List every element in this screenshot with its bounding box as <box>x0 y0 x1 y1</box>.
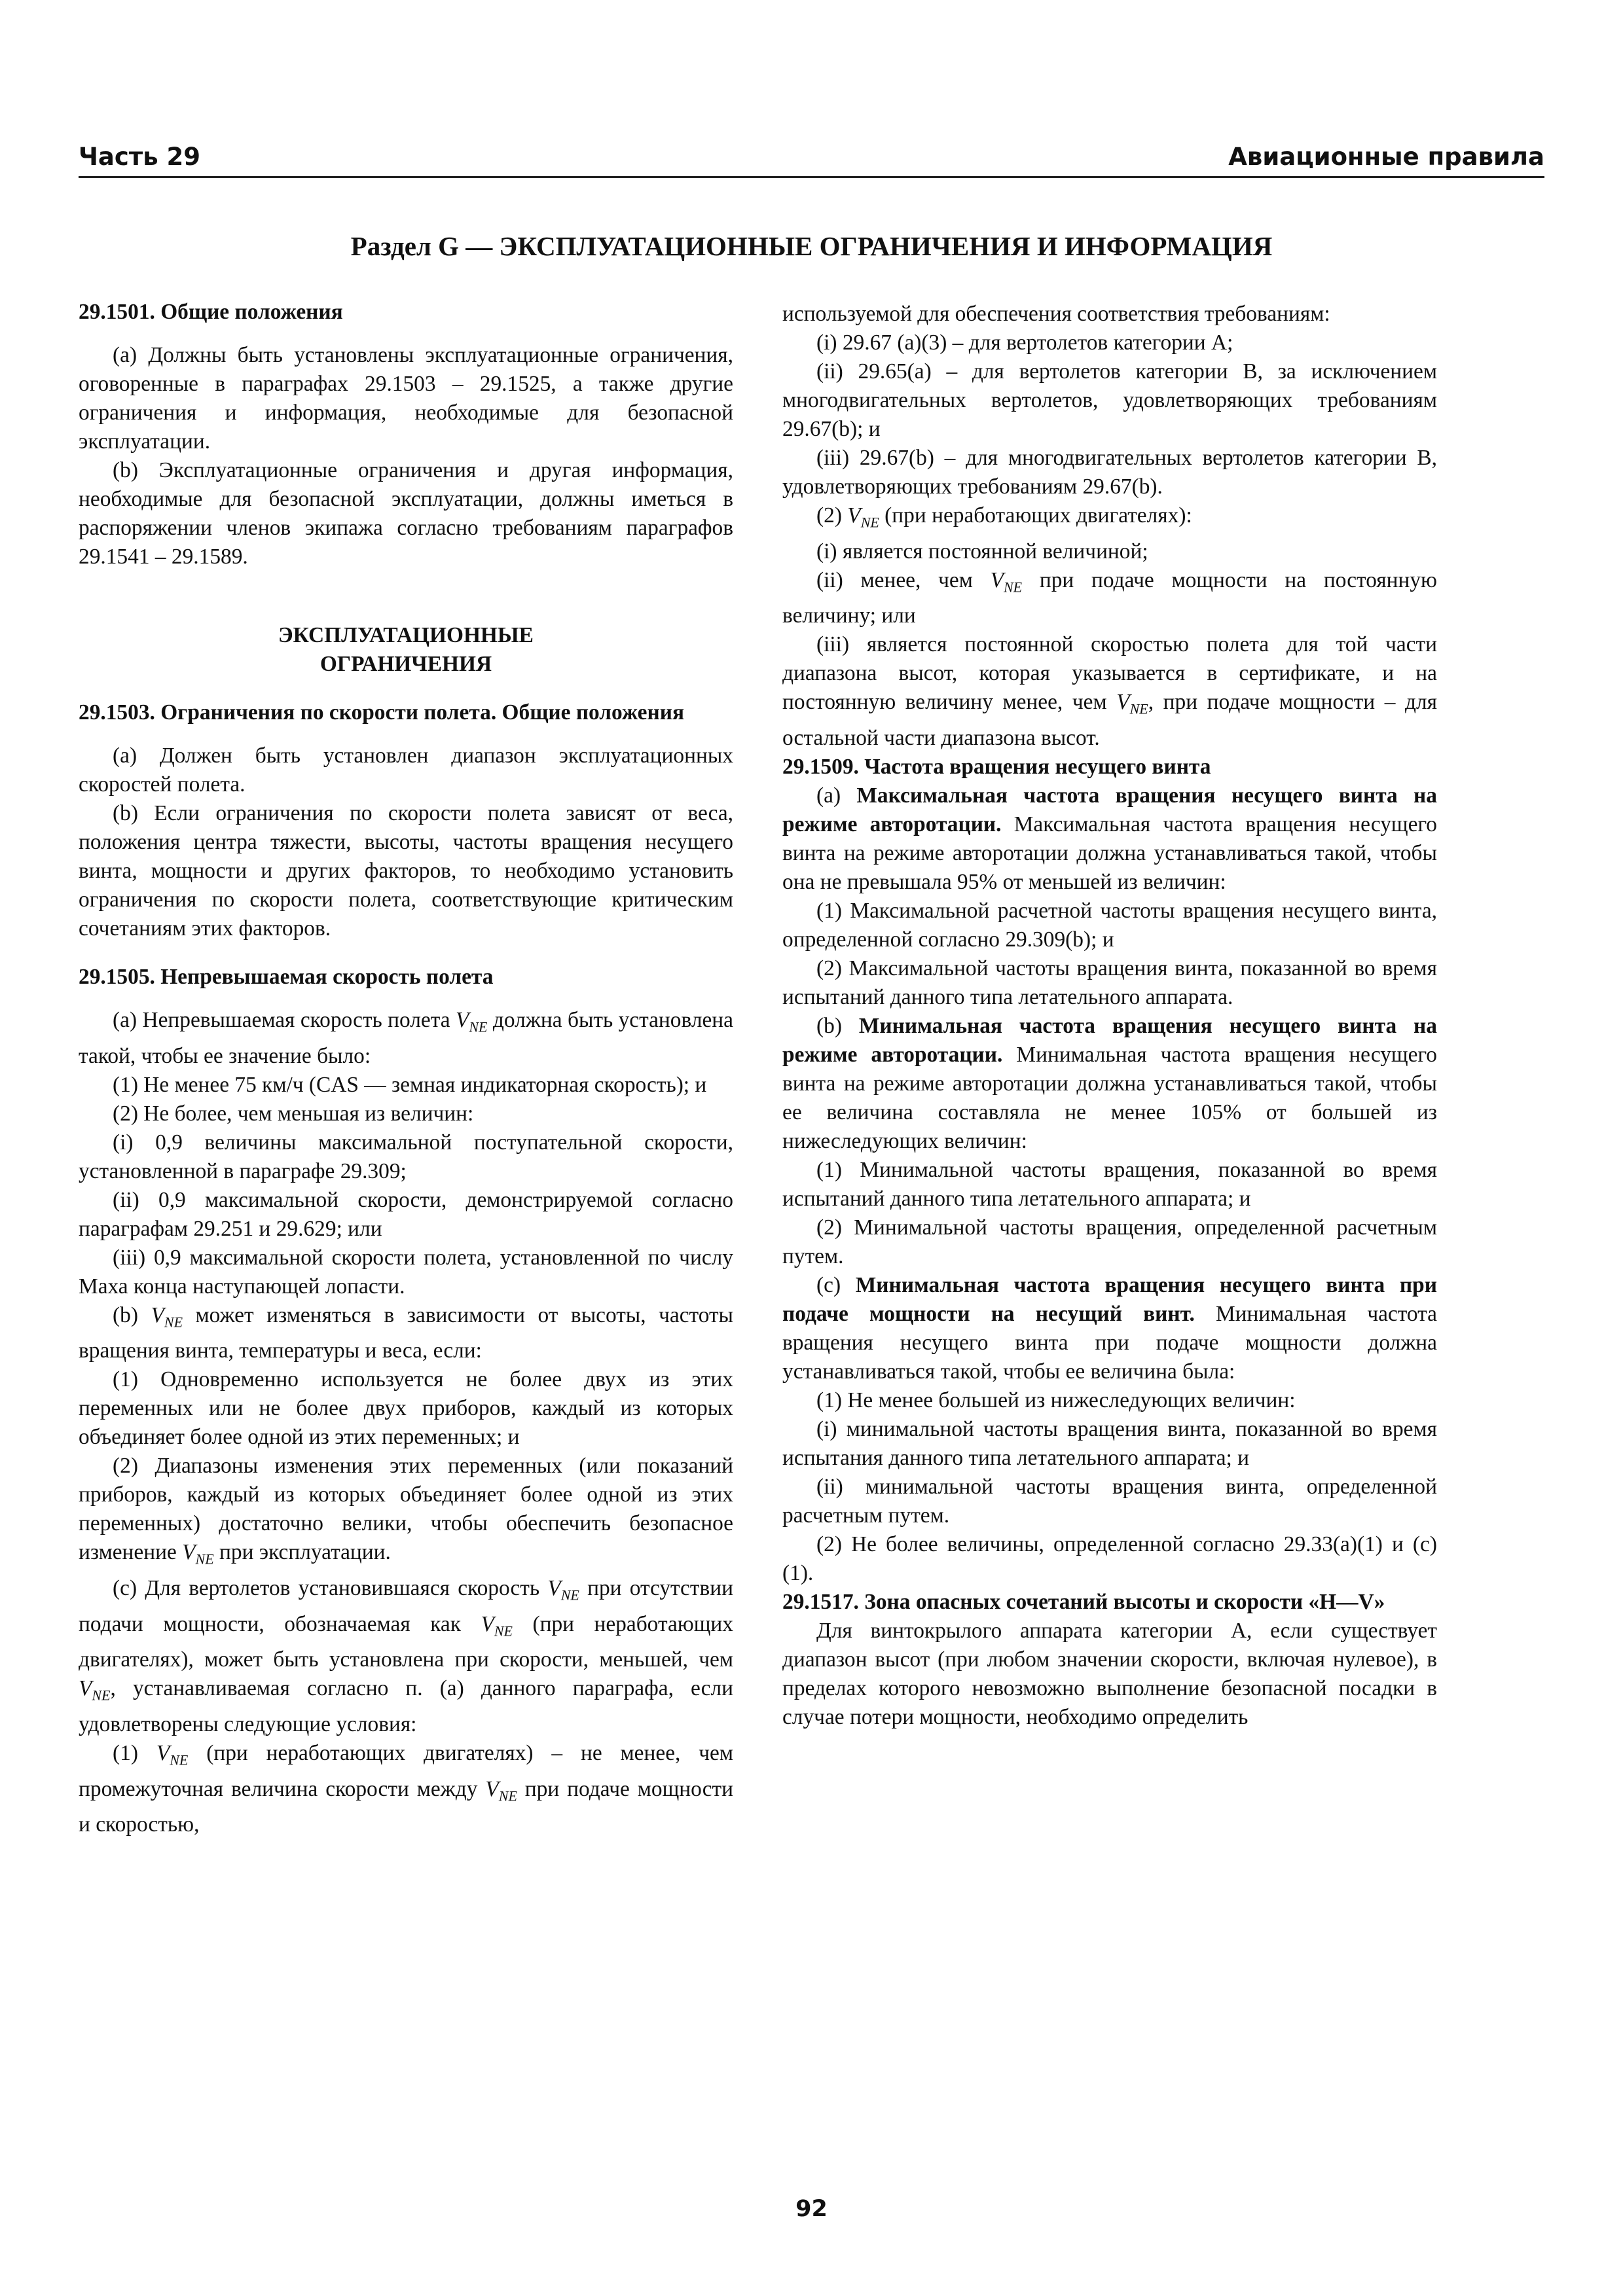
paragraph-1509-a: (a) Максимальная частота вращения несущего винта на режиме авторотации. Максимальная частота вращения несущего винта на режиме авторотации должна устанавливаться такой, чтобы она не превышала 95% от меньшей из величин: <box>782 783 1437 895</box>
vne-symbol: $V_{NE}$ <box>485 1776 517 1804</box>
paragraph-1509-a2: (2) Максимальной частоты вращения винта, показанной во время испытаний данного типа летательного аппарата. <box>782 956 1437 1010</box>
subsection-heading-line-1: ЭКСПЛУАТАЦИОННЫЕ <box>278 623 534 647</box>
vne-symbol: $V_{NE}$ <box>481 1611 513 1640</box>
left-column <box>79 298 733 1839</box>
paragraph-1505-a2-ii: (ii) 0,9 максимальной скорости, демонстрируемой согласно параграфам 29.251 и 29.629; или <box>79 1187 733 1241</box>
paragraph-1505-b1: (1) Одновременно используется не более двух из этих переменных или не более двух приборов, каждый из которых объединяет более одной из этих переменных; и <box>79 1367 733 1450</box>
paragraph-1505-a2: (2) Не более, чем меньшая из величин: <box>113 1101 474 1126</box>
paragraph-1501-a: (a) Должны быть установлены эксплуатационные ограничения, оговоренные в параграфах 29.1503 – 29.1525, а также другие ограничения и информация, необходимые для безопасной эксплуатации. <box>79 343 733 454</box>
vne-symbol: $V_{NE}$ <box>79 1676 111 1704</box>
vne-symbol: $V_{NE}$ <box>847 503 879 531</box>
paragraph-1505-a: (a) Непревышаемая скорость полета $V_{NE}$ должна быть установлена такой, чтобы ее значение было: <box>79 1008 733 1068</box>
paragraph-1517: Для винтокрылого аппарата категории А, если существует диапазон высот (при любом значении скорости, включая нулевое), в пределах которого невозможно выполнение безопасной посадки в случае потери мощности, необходимо определить <box>782 1619 1437 1730</box>
paragraph-continuation: используемой для обеспечения соответствия требованиям: <box>782 302 1330 326</box>
vne-symbol: $V_{NE}$ <box>151 1302 183 1331</box>
paragraph-1509-c1-i: (i) минимальной частоты вращения винта, показанной во время испытания данного типа летательного аппарата; и <box>782 1417 1437 1471</box>
paragraph-1505-b: (b) $V_{NE}$ может изменяться в зависимости от высоты, частоты вращения винта, температуры и веса, если: <box>79 1302 733 1363</box>
paragraph-1509-b2: (2) Минимальной частоты вращения, определенной расчетным путем. <box>782 1215 1437 1269</box>
paragraph-1509-c: (c) Минимальная частота вращения несущего винта при подаче мощности на несущий винт. Минимальная частота вращения несущего винта при подаче мощности должна устанавливаться такой, чтобы ее величина была: <box>782 1273 1437 1384</box>
right-column <box>782 300 1437 1732</box>
subsection-heading <box>79 621 733 679</box>
vne-symbol: $V_{NE}$ <box>547 1576 579 1604</box>
paragraph-1503-b: (b) Если ограничения по скорости полета зависят от веса, положения центра тяжести, высоты, частоты вращения несущего винта, мощности и других факторов, то необходимо установить ограничения по скорости полета, соответствующие критическим сочетаниям этих факторов. <box>79 801 733 941</box>
paragraph-1503-a: (a) Должен быть установлен диапазон эксплуатационных скоростей полета. <box>79 744 733 797</box>
paragraph-1505-a2-i: (i) 0,9 величины максимальной поступательной скорости, установленной в параграфе 29.309; <box>79 1130 733 1183</box>
paragraph-1509-c1-ii: (ii) минимальной частоты вращения винта, определенной расчетным путем. <box>782 1475 1437 1528</box>
paragraph-1509-b1: (1) Минимальной частоты вращения, показанной во время испытаний данного типа летательного аппарата; и <box>782 1158 1437 1211</box>
vne-symbol: $V_{NE}$ <box>182 1540 214 1568</box>
paragraph-1509-c1: (1) Не менее большей из нижеследующих величин: <box>816 1388 1296 1413</box>
paragraph-1505-b2: (2) Диапазоны изменения этих переменных (или показаний приборов, каждый из которых объединяет более одной из этих переменных) достаточно велики, чтобы обеспечить безопасное изменение $V_{NE}$ при эксплуатации. <box>79 1454 733 1568</box>
vne-symbol: $V_{NE}$ <box>156 1741 189 1768</box>
paragraph-c2-i: (i) является постоянной величиной; <box>816 539 1148 564</box>
paragraph-1505-a1: (1) Не менее 75 км/ч (CAS — земная индикаторная скорость); и <box>113 1072 707 1097</box>
vne-symbol: $V_{NE}$ <box>455 1008 488 1035</box>
paragraph-1505-a2-iii: (iii) 0,9 максимальной скорости полета, установленной по числу Маха конца наступающей лопасти. <box>79 1245 733 1299</box>
paragraph-1509-a1: (1) Максимальной расчетной частоты вращения несущего винта, определенной согласно 29.309(b); и <box>782 899 1437 952</box>
heading-29-1503: 29.1503. Ограничения по скорости полета. Общие положения <box>79 700 685 725</box>
paragraph-1505-c: (c) Для вертолетов установившаяся скорость $V_{NE}$ при отсутствии подачи мощности, обозначаемая как $V_{NE}$ (при неработающих двигателях), может быть установлена при скорости, меньшей, чем $V_{NE}$, устанавливаемая согласно п. (a) данного параграфа, если удовлетворены следующие условия: <box>79 1576 733 1737</box>
header-title: Авиационные правила <box>1228 143 1544 171</box>
paragraph-c1-i: (i) 29.67 (a)(3) – для вертолетов категории А; <box>816 331 1233 355</box>
heading-29-1509: 29.1509. Частота вращения несущего винта <box>782 755 1211 780</box>
heading-29-1517: 29.1517. Зона опасных сочетаний высоты и скорости «H—V» <box>782 1590 1385 1615</box>
header-part-label: Часть 29 <box>79 143 201 171</box>
paragraph-c1-ii: (ii) 29.65(a) – для вертолетов категории В, за исключением многодвигательных вертолетов, удовлетворяющих требованиям 29.67(b); и <box>782 359 1437 441</box>
heading-29-1505: 29.1505. Непревышаемая скорость полета <box>79 965 494 989</box>
paragraph-1501-b: (b) Эксплуатационные ограничения и другая информация, необходимые для безопасной эксплуатации, должны иметься в распоряжении членов экипажа согласно требованиям параграфов 29.1541 – 29.1589. <box>79 458 733 569</box>
section-title: Раздел G — ЭКСПЛУАТАЦИОННЫЕ ОГРАНИЧЕНИЯ И ИНФОРМАЦИЯ <box>350 231 1273 261</box>
vne-symbol: $V_{NE}$ <box>990 567 1023 596</box>
paragraph-c2: (2) $V_{NE}$ (при неработающих двигателях): <box>816 503 1192 531</box>
paragraph-1505-c1: (1) $V_{NE}$ (при неработающих двигателях) – не менее, чем промежуточная величина скорости между $V_{NE}$ при подаче мощности и скоростью, <box>79 1741 733 1837</box>
subsection-heading-line-2: ОГРАНИЧЕНИЯ <box>319 652 492 676</box>
page-number: 92 <box>795 2196 828 2222</box>
heading-29-1501: 29.1501. Общие положения <box>79 300 343 324</box>
paragraph-c2-iii: (iii) является постоянной скоростью полета для той части диапазона высот, которая указывается в сертификате, и на постоянную величину менее, чем $V_{NE}$, при подаче мощности – для остальной части диапазона высот. <box>782 632 1437 751</box>
paragraph-c2-ii: (ii) менее, чем $V_{NE}$ при подаче мощности на постоянную величину; или <box>782 567 1438 628</box>
vne-symbol: $V_{NE}$ <box>1116 690 1148 718</box>
running-header <box>79 134 1544 178</box>
paragraph-1509-b: (b) Минимальная частота вращения несущего винта на режиме авторотации. Минимальная частота вращения несущего винта на режиме авторотации должна устанавливаться такой, чтобы ее величина составляла не менее 105% от большей из нижеследующих величин: <box>782 1014 1438 1154</box>
paragraph-c1-iii: (iii) 29.67(b) – для многодвигательных вертолетов категории В, удовлетворяющих требованиям 29.67(b). <box>782 446 1437 499</box>
paragraph-1509-c2: (2) Не более величины, определенной согласно 29.33(a)(1) и (c)(1). <box>782 1532 1437 1586</box>
